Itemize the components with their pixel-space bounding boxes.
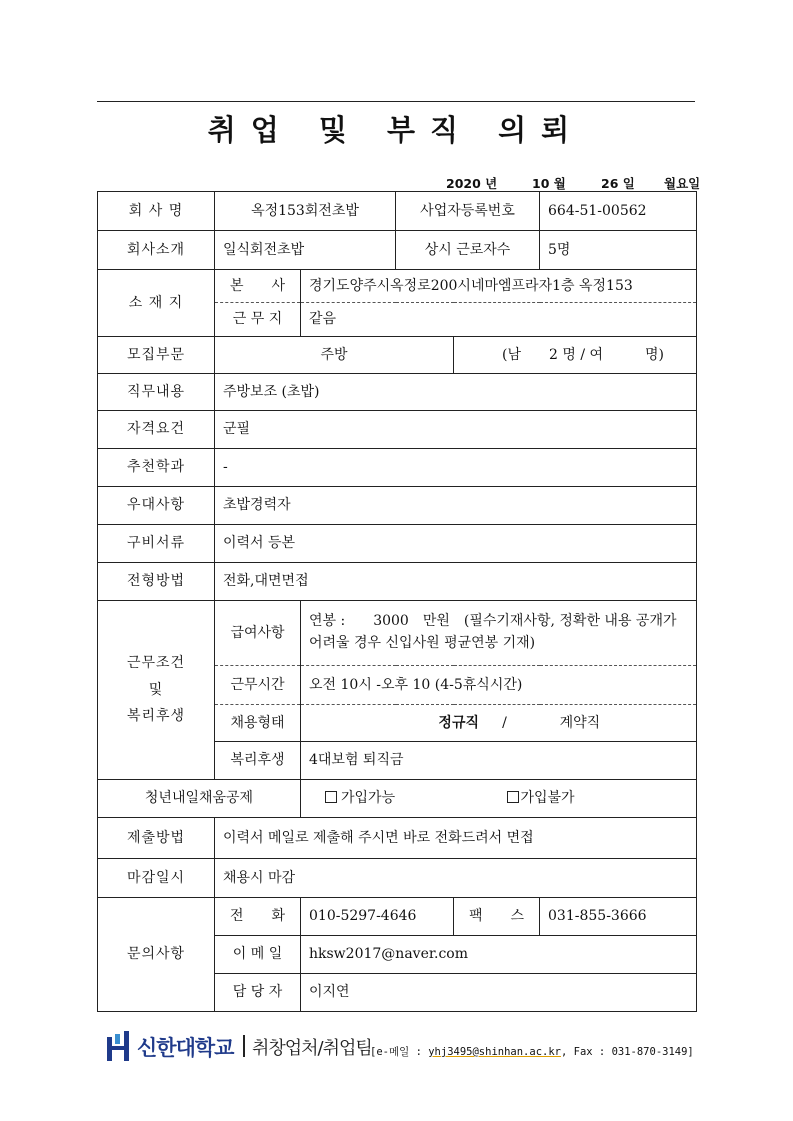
month-unit: 월 [553, 176, 566, 191]
employment-contract: 계약직 [559, 714, 601, 731]
youth-fund-option-yes[interactable] [325, 789, 503, 807]
documents-label: 구비서류 [98, 525, 215, 563]
department-name: 취창업처/취업팀 [252, 1038, 372, 1059]
workplace-label: 근 무 지 [215, 303, 301, 337]
footer-contact [370, 1044, 694, 1059]
qualification-label: 자격요건 [98, 411, 215, 449]
preference-label: 우대사항 [98, 487, 215, 525]
conditions-label-line2: 및 [148, 681, 164, 698]
manager-value: 이지연 [301, 974, 697, 1012]
salary-label: 급여사항 [215, 601, 301, 666]
headquarters-label: 본 사 [215, 270, 301, 303]
deadline-value: 채용시 마감 [215, 859, 697, 898]
day-unit: 일 [622, 176, 635, 191]
business-reg-number: 664-51-00562 [540, 192, 697, 231]
date-month [532, 174, 566, 190]
conditions-label [98, 601, 215, 780]
business-reg-label: 사업자등록번호 [396, 192, 540, 231]
fax-label: 팩 스 [454, 898, 540, 936]
manager-label: 담 당 자 [215, 974, 301, 1012]
checkbox-icon[interactable] [325, 791, 337, 803]
submit-method-label: 제출방법 [98, 818, 215, 859]
email-label: 이 메 일 [215, 936, 301, 974]
qualification-value: 군필 [215, 411, 697, 449]
youth-fund-label: 청년내일채움공제 [98, 780, 301, 818]
contact-suffix: , Fax : 031-870-3149] [561, 1046, 694, 1058]
selection-method-label: 전형방법 [98, 563, 215, 601]
company-name: 옥정153회전초밥 [215, 192, 396, 231]
preference-value: 초밥경력자 [215, 487, 697, 525]
date-weekday: 월요일 [664, 176, 701, 191]
year-value: 2020 [446, 176, 481, 191]
inquiry-label: 문의사항 [98, 898, 215, 1012]
contact-email-link[interactable]: yhj3495@shinhan.ac.kr [428, 1046, 561, 1058]
checkbox-icon[interactable] [507, 791, 519, 803]
conditions-label-line1: 근무조건 [126, 655, 186, 672]
youth-fund-option-no[interactable] [507, 790, 574, 806]
university-logo-icon [105, 1031, 131, 1061]
location-label: 소 재 지 [98, 270, 215, 337]
date-day [601, 174, 635, 190]
footer [105, 1029, 695, 1063]
fax-value: 031-855-3666 [540, 898, 697, 936]
company-name-label: 회 사 명 [98, 192, 215, 231]
selection-method-value: 전화,대면면접 [215, 563, 697, 601]
staff-count: 5명 [540, 231, 697, 270]
youth-fund-no-label: 가입불가 [520, 790, 575, 807]
page-title: 취업 및 부직 의뢰 [207, 113, 585, 147]
title-rule [97, 101, 695, 102]
year-unit: 년 [485, 176, 498, 191]
employment-separator: / [502, 714, 507, 731]
youth-fund-options [301, 780, 697, 818]
phone-label: 전 화 [215, 898, 301, 936]
email-value: hksw2017@naver.com [301, 936, 697, 974]
work-hours-label: 근무시간 [215, 666, 301, 705]
salary-value: 연봉 : 3000 만원 (필수기재사항, 정확한 내용 공개가 어려울 경우 신입사원 평균연봉 기재) [301, 601, 697, 666]
submit-method-value: 이력서 메일로 제출해 주시면 바로 전화드려서 면접 [215, 818, 697, 859]
employment-regular: 정규직 [438, 714, 479, 731]
day-value: 26 [601, 176, 619, 191]
company-intro: 일식회전초밥 [215, 231, 396, 270]
headquarters-address: 경기도양주시옥정로200시네마엠프라자1층 옥정153 [301, 270, 697, 303]
date-year [446, 174, 497, 190]
university-name: 신한대학교 [137, 1036, 234, 1060]
company-intro-label: 회사소개 [98, 231, 215, 270]
recommended-major-label: 추천학과 [98, 449, 215, 487]
job-duty-value: 주방보조 (초밥) [215, 374, 697, 411]
contact-prefix: [e-메일 : [370, 1046, 422, 1058]
employment-type-value [301, 705, 697, 742]
recruit-gender-count: (남 2 명 / 여 명) [454, 337, 697, 374]
welfare-label: 복리후생 [215, 742, 301, 780]
phone-value: 010-5297-4646 [301, 898, 454, 936]
job-request-form [97, 191, 697, 1012]
employment-type-label: 채용형태 [215, 705, 301, 742]
deadline-label: 마감일시 [98, 859, 215, 898]
recruit-dept: 주방 [215, 337, 454, 374]
workplace-value: 같음 [301, 303, 697, 337]
month-value: 10 [532, 176, 550, 191]
conditions-label-line3: 복리후생 [126, 708, 186, 725]
recruit-dept-label: 모집부문 [98, 337, 215, 374]
work-hours-value: 오전 10시 -오후 10 (4-5휴식시간) [301, 666, 697, 705]
documents-value: 이력서 등본 [215, 525, 697, 563]
recommended-major-value: - [215, 449, 697, 487]
youth-fund-yes-label: 가입가능 [341, 790, 396, 807]
staff-count-label: 상시 근로자수 [396, 231, 540, 270]
footer-divider [243, 1035, 245, 1057]
job-duty-label: 직무내용 [98, 374, 215, 411]
welfare-value: 4대보험 퇴직금 [301, 742, 697, 780]
